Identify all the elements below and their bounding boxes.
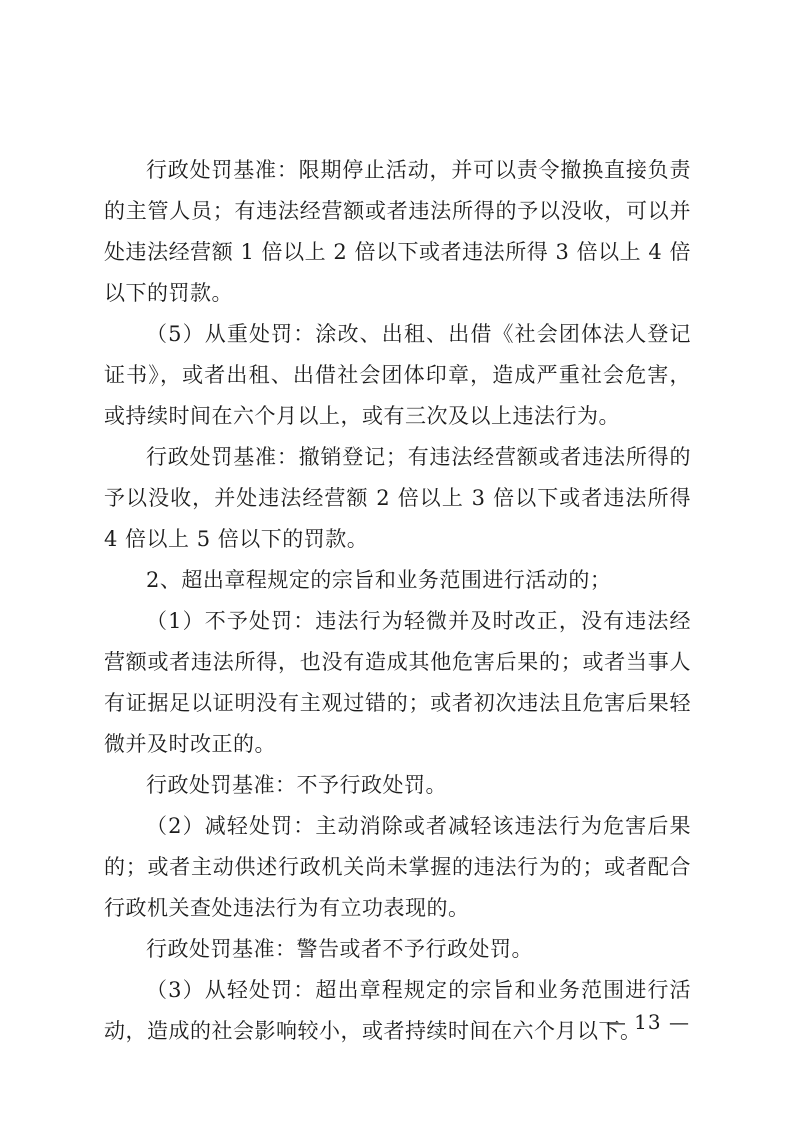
paragraph-item-2-reduced-penalty: （2）减轻处罚：主动消除或者减轻该违法行为危害后果的；或者主动供述行政机关尚未掌握的违法行为的；或者配合行政机关查处违法行为有立功表现的。 bbox=[104, 814, 691, 920]
page-footer bbox=[490, 1008, 690, 1036]
paragraph-item-1-no-penalty: （1）不予处罚：违法行为轻微并及时改正，没有违法经营额或者违法所得，也没有造成其他危害后果的；或者当事人有证据足以证明没有主观过错的；或者初次违法且危害后果轻微并及时改正的。 bbox=[104, 609, 691, 756]
paragraph-item-3-lighter-penalty: （3）从轻处罚：超出章程规定的宗旨和业务范围进行活动，造成的社会影响较小，或者持续时间在六个月以下。 bbox=[104, 978, 691, 1043]
page-number: — 13 — bbox=[605, 1010, 690, 1034]
document-body bbox=[104, 150, 691, 1052]
paragraph-penalty-standard-3: 行政处罚基准：不予行政处罚。 bbox=[146, 773, 447, 797]
paragraph-penalty-standard-2: 行政处罚基准：撤销登记；有违法经营额或者违法所得的予以没收，并处违法经营额 2 倍以上 3 倍以下或者违法所得 4 倍以上 5 倍以下的罚款。 bbox=[104, 445, 691, 551]
paragraph-penalty-standard-4: 行政处罚基准：警告或者不予行政处罚。 bbox=[146, 937, 533, 961]
paragraph-penalty-standard-1: 行政处罚基准：限期停止活动，并可以责令撤换直接负责的主管人员；有违法经营额或者违法所得的予以没收，可以并处违法经营额 1 倍以上 2 倍以下或者违法所得 3 倍以上 4 倍以下的罚款。 bbox=[104, 158, 691, 305]
paragraph-item-5-aggravated-penalty: （5）从重处罚：涂改、出租、出借《社会团体法人登记证书》，或者出租、出借社会团体印章，造成严重社会危害，或持续时间在六个月以上，或有三次及以上违法行为。 bbox=[104, 322, 691, 428]
paragraph-section-2-heading: 2、超出章程规定的宗旨和业务范围进行活动的； bbox=[146, 568, 612, 592]
